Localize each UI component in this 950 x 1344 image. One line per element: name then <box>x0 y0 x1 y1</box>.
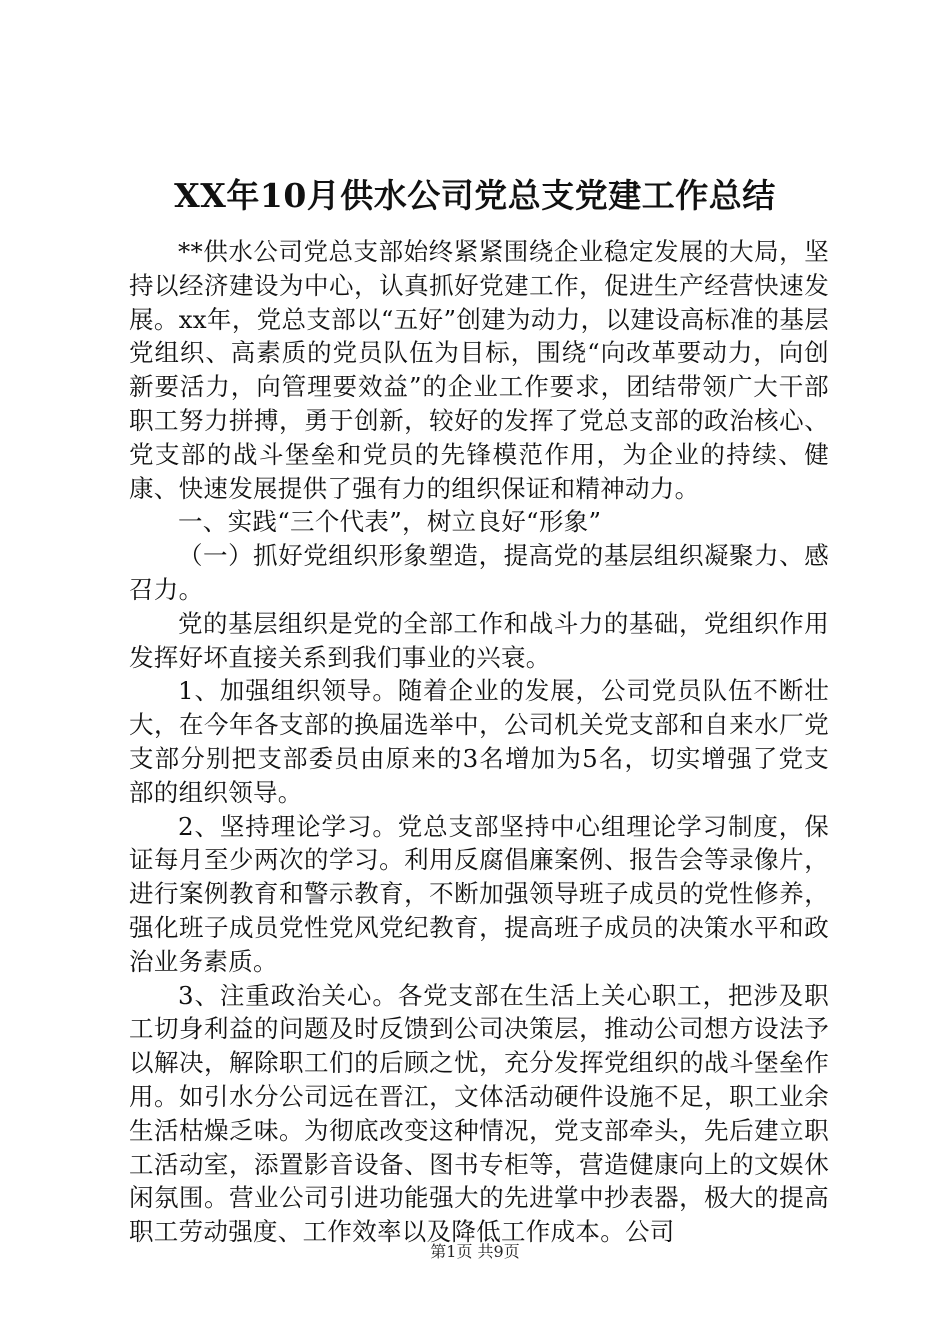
paragraph-item-1: 1、加强组织领导。随着企业的发展，公司党员队伍不断壮大，在今年各支部的换届选举中，公司机关党支部和自来水厂党支部分别把支部委员由原来的3名增加为5名，切实增强了党支部的组织领导。 <box>129 676 829 807</box>
paragraph-intro: **供水公司党总支部始终紧紧围绕企业稳定发展的大局，坚持以经济建设为中心，认真抓好党建工作，促进生产经营快速发展。xx年，党总支部以“五好”创建为动力，以建设高标准的基层党组织、高素质的党员队伍为目标，围绕“向改革要动力，向创新要活力，向管理要效益”的企业工作要求，团结带领广大干部职工努力拼搏，勇于创新，较好的发挥了党总支部的政治核心、党支部的战斗堡垒和党员的先锋模范作用，为企业的持续、健康、快速发展提供了强有力的组织保证和精神动力。 <box>129 237 829 503</box>
subsection-heading: （一）抓好党组织形象塑造，提高党的基层组织凝聚力、感召力。 <box>129 541 829 604</box>
document-body <box>129 235 829 1249</box>
paragraph-item-2: 2、坚持理论学习。党总支部坚持中心组理论学习制度，保证每月至少两次的学习。利用反腐倡廉案例、报告会等录像片，进行案例教育和警示教育，不断加强领导班子成员的党性修养，强化班子成员党性党风党纪教育，提高班子成员的决策水平和政治业务素质。 <box>129 811 829 976</box>
paragraph-foundation: 党的基层组织是党的全部工作和战斗力的基础，党组织作用发挥好坏直接关系到我们事业的兴衰。 <box>129 608 829 672</box>
document-title: XX年10月供水公司党总支党建工作总结 <box>174 176 776 215</box>
section-heading: 一、实践“三个代表”，树立良好“形象” <box>178 507 602 537</box>
paragraph-item-3: 3、注重政治关心。各党支部在生活上关心职工，把涉及职工切身利益的问题及时反馈到公司决策层，推动公司想方设法予以解决，解除职工们的后顾之忧，充分发挥党组织的战斗堡垒作用。如引水分公司远在晋江，文体活动硬件设施不足，职工业余生活枯燥乏味。为彻底改变这种情况，党支部牵头，先后建立职工活动室，添置影音设备、图书专柜等，营造健康向上的文娱休闲氛围。营业公司引进功能强大的先进掌中抄表器，极大的提高职工劳动强度、工作效率以及降低工作成本。公司 <box>129 980 829 1247</box>
page-footer: 第1页 共9页 <box>430 1242 520 1261</box>
